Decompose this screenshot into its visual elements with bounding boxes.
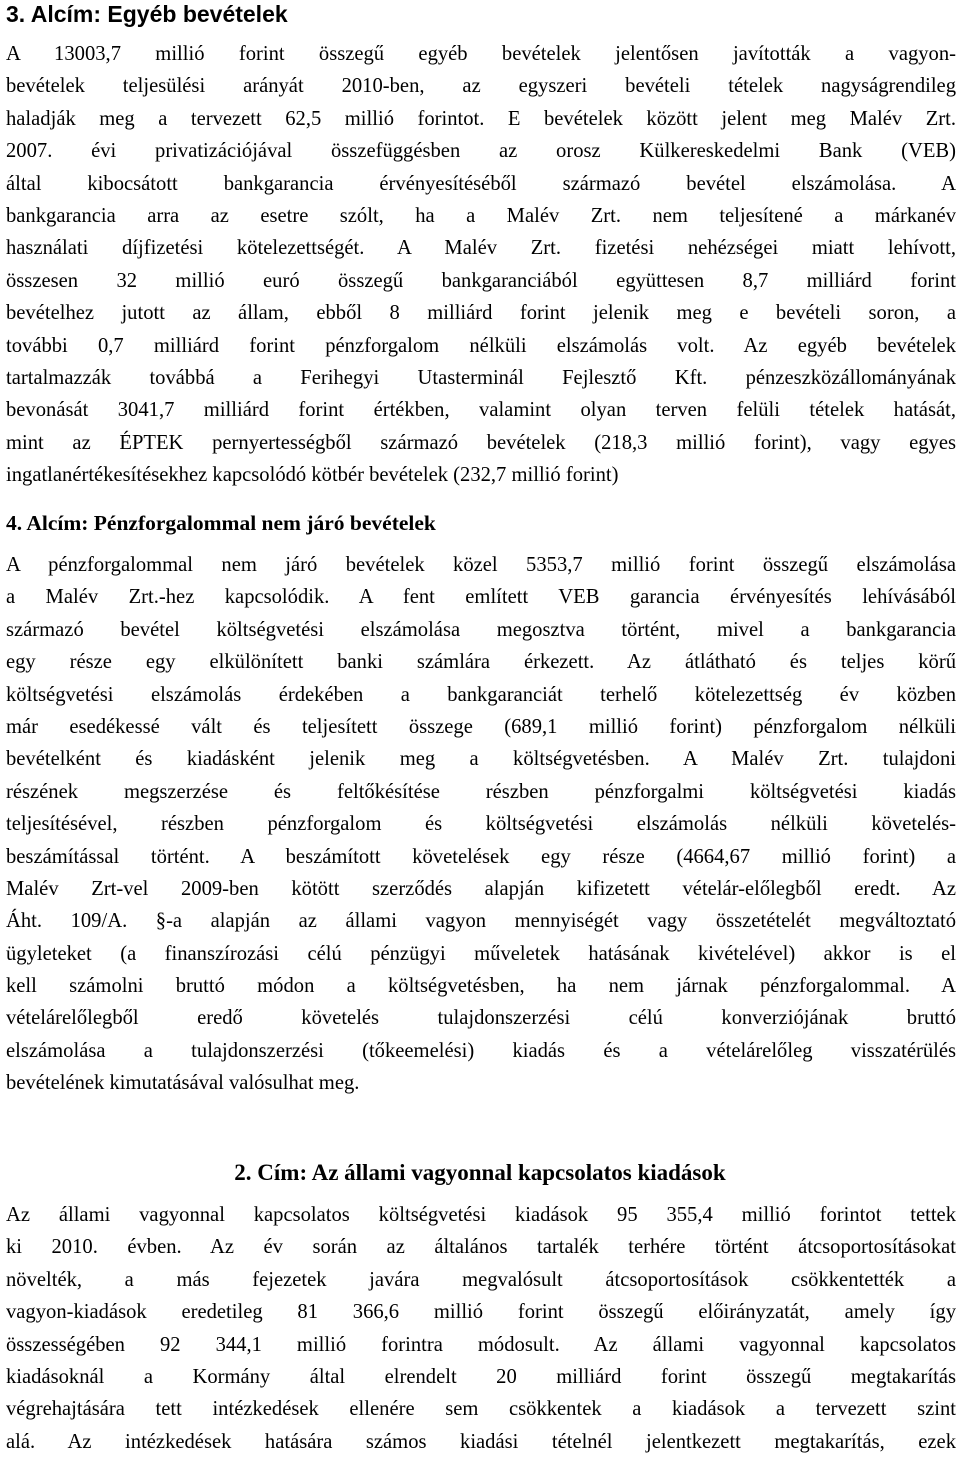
- text-line: ki 2010. évben. Az év során az általános tartalék terhére történt átcsoportosításokat: [6, 1236, 956, 1259]
- text-line: bevételének kimutatásával valósulhat meg.: [6, 1072, 360, 1095]
- text-line: A pénzforgalommal nem járó bevételek közel 5353,7 millió forint összegű elszámolása: [6, 554, 956, 576]
- text-line: alá. Az intézkedések hatására számos kiadási tételnél jelentkezett megtakarítás, ezek: [6, 1430, 956, 1453]
- text-line: teljesítésével, részben pénzforgalom és költségvetési elszámolás nélküli követelés-: [6, 813, 956, 836]
- text-line: bevételhez jutott az állam, ebből 8 milliárd forint jelenik meg e bevételi soron, a: [6, 302, 956, 325]
- text-line: beszámítással történt. A beszámított követelések egy része (4664,67 millió forint) a: [6, 845, 956, 868]
- text-line: összesen 32 millió euró összegű bankgaranciából együttesen 8,7 milliárd forint: [6, 269, 956, 292]
- text-line: Áht. 109/A. §-a alapján az állami vagyon mennyiségét vagy összetételét megváltoztató: [6, 910, 956, 933]
- text-line: vagyon-kiadások eredetileg 81 366,6 millió forint összegű előirányzatát, amely így: [6, 1301, 956, 1324]
- text-line: ingatlanértékesítésekhez kapcsolódó kötbér bevételek (232,7 millió forint): [6, 464, 619, 487]
- text-line: a Malév Zrt.-hez kapcsolódik. A fent említett VEB garancia érvényesítés lehívásából: [6, 586, 956, 609]
- text-line: Az állami vagyonnal kapcsolatos költségvetési kiadások 95 355,4 millió forintot tettek: [6, 1204, 956, 1226]
- text-line: részének megszerzése és feltőkésítése részben pénzforgalmi költségvetési kiadás: [6, 780, 956, 803]
- text-line: bevonását 3041,7 milliárd forint értékben, valamint olyan terven felüli tételek hatását,: [6, 399, 956, 422]
- text-line: által kibocsátott bankgarancia érvényesítéséből származó bevétel elszámolása. A: [6, 172, 956, 195]
- text-line: összességében 92 344,1 millió forintra módosult. Az állami vagyonnal kapcsolatos: [6, 1333, 956, 1356]
- text-line: vételárelőlegből eredő követelés tulajdonszerzési célú konverziójának bruttó: [6, 1007, 956, 1030]
- section-3-paragraph: [6, 38, 956, 491]
- text-line: Malév Zrt-vel 2009-ben kötött szerződés alapján kifizetett vételár-előlegből eredt. Az: [6, 877, 956, 900]
- text-line: növelték, a más fejezetek javára megvalósult átcsoportosítások csökkentették a: [6, 1268, 956, 1291]
- chapter-2-heading: 2. Cím: Az állami vagyonnal kapcsolatos kiadások: [234, 1160, 726, 1185]
- text-line: egy része egy elkülönített banki számlára érkezett. Az átlátható és teljes körű: [6, 651, 956, 674]
- chapter-2-paragraph: [6, 1199, 956, 1458]
- text-line: mint az ÉPTEK pernyertességből származó bevételek (218,3 millió forint), vagy egyes: [6, 431, 956, 454]
- text-line: további 0,7 milliárd forint pénzforgalom nélküli elszámolás volt. Az egyéb bevételek: [6, 334, 956, 357]
- text-line: bankgarancia arra az esetre szólt, ha a Malév Zrt. nem teljesítené a márkanév: [6, 204, 956, 227]
- text-line: bevételként és kiadásként jelenik meg a költségvetésben. A Malév Zrt. tulajdoni: [6, 748, 956, 771]
- text-line: végrehajtására tett intézkedések ellenére sem csökkentek a kiadások a tervezett szint: [6, 1398, 956, 1421]
- section-4-heading: 4. Alcím: Pénzforgalommal nem járó bevételek: [6, 511, 436, 535]
- text-line: bevételek teljesülési arányát 2010-ben, az egyszeri bevételi tételek nagyságrendileg: [6, 75, 956, 98]
- section-3-heading: 3. Alcím: Egyéb bevételek: [6, 1, 288, 27]
- text-line: haladják meg a tervezett 62,5 millió forintot. E bevételek között jelent meg Malév Zrt.: [6, 107, 956, 130]
- text-line: származó bevétel költségvetési elszámolása megosztva történt, mivel a bankgarancia: [6, 618, 956, 641]
- text-line: használati díjfizetési kötelezettségét. A Malév Zrt. fizetési nehézségei miatt lehívott,: [6, 237, 956, 260]
- section-4-paragraph: [6, 549, 956, 1100]
- text-line: 2007. évi privatizációjával összefüggésben az orosz Külkereskedelmi Bank (VEB): [6, 140, 956, 163]
- text-line: tartalmazzák továbbá a Ferihegyi Utasterminál Fejlesztő Kft. pénzeszközállományának: [6, 366, 956, 389]
- text-line: A 13003,7 millió forint összegű egyéb bevételek jelentősen javították a vagyon-: [6, 43, 956, 65]
- text-line: kell számolni bruttó módon a költségvetésben, ha nem járnak pénzforgalommal. A: [6, 975, 956, 998]
- text-line: költségvetési elszámolás érdekében a bankgaranciát terhelő kötelezettség év közben: [6, 683, 956, 706]
- text-line: ügyleteket (a finanszírozási célú pénzügyi műveletek hatásának kivételével) akkor is el: [6, 942, 956, 965]
- text-line: kiadásoknál a Kormány által elrendelt 20 milliárd forint összegű megtakarítás: [6, 1365, 956, 1388]
- text-line: elszámolása a tulajdonszerzési (tőkeemelési) kiadás és a vételárelőleg visszatérülés: [6, 1039, 956, 1062]
- text-line: már esedékessé vált és teljesített összege (689,1 millió forint) pénzforgalom nélküli: [6, 715, 956, 738]
